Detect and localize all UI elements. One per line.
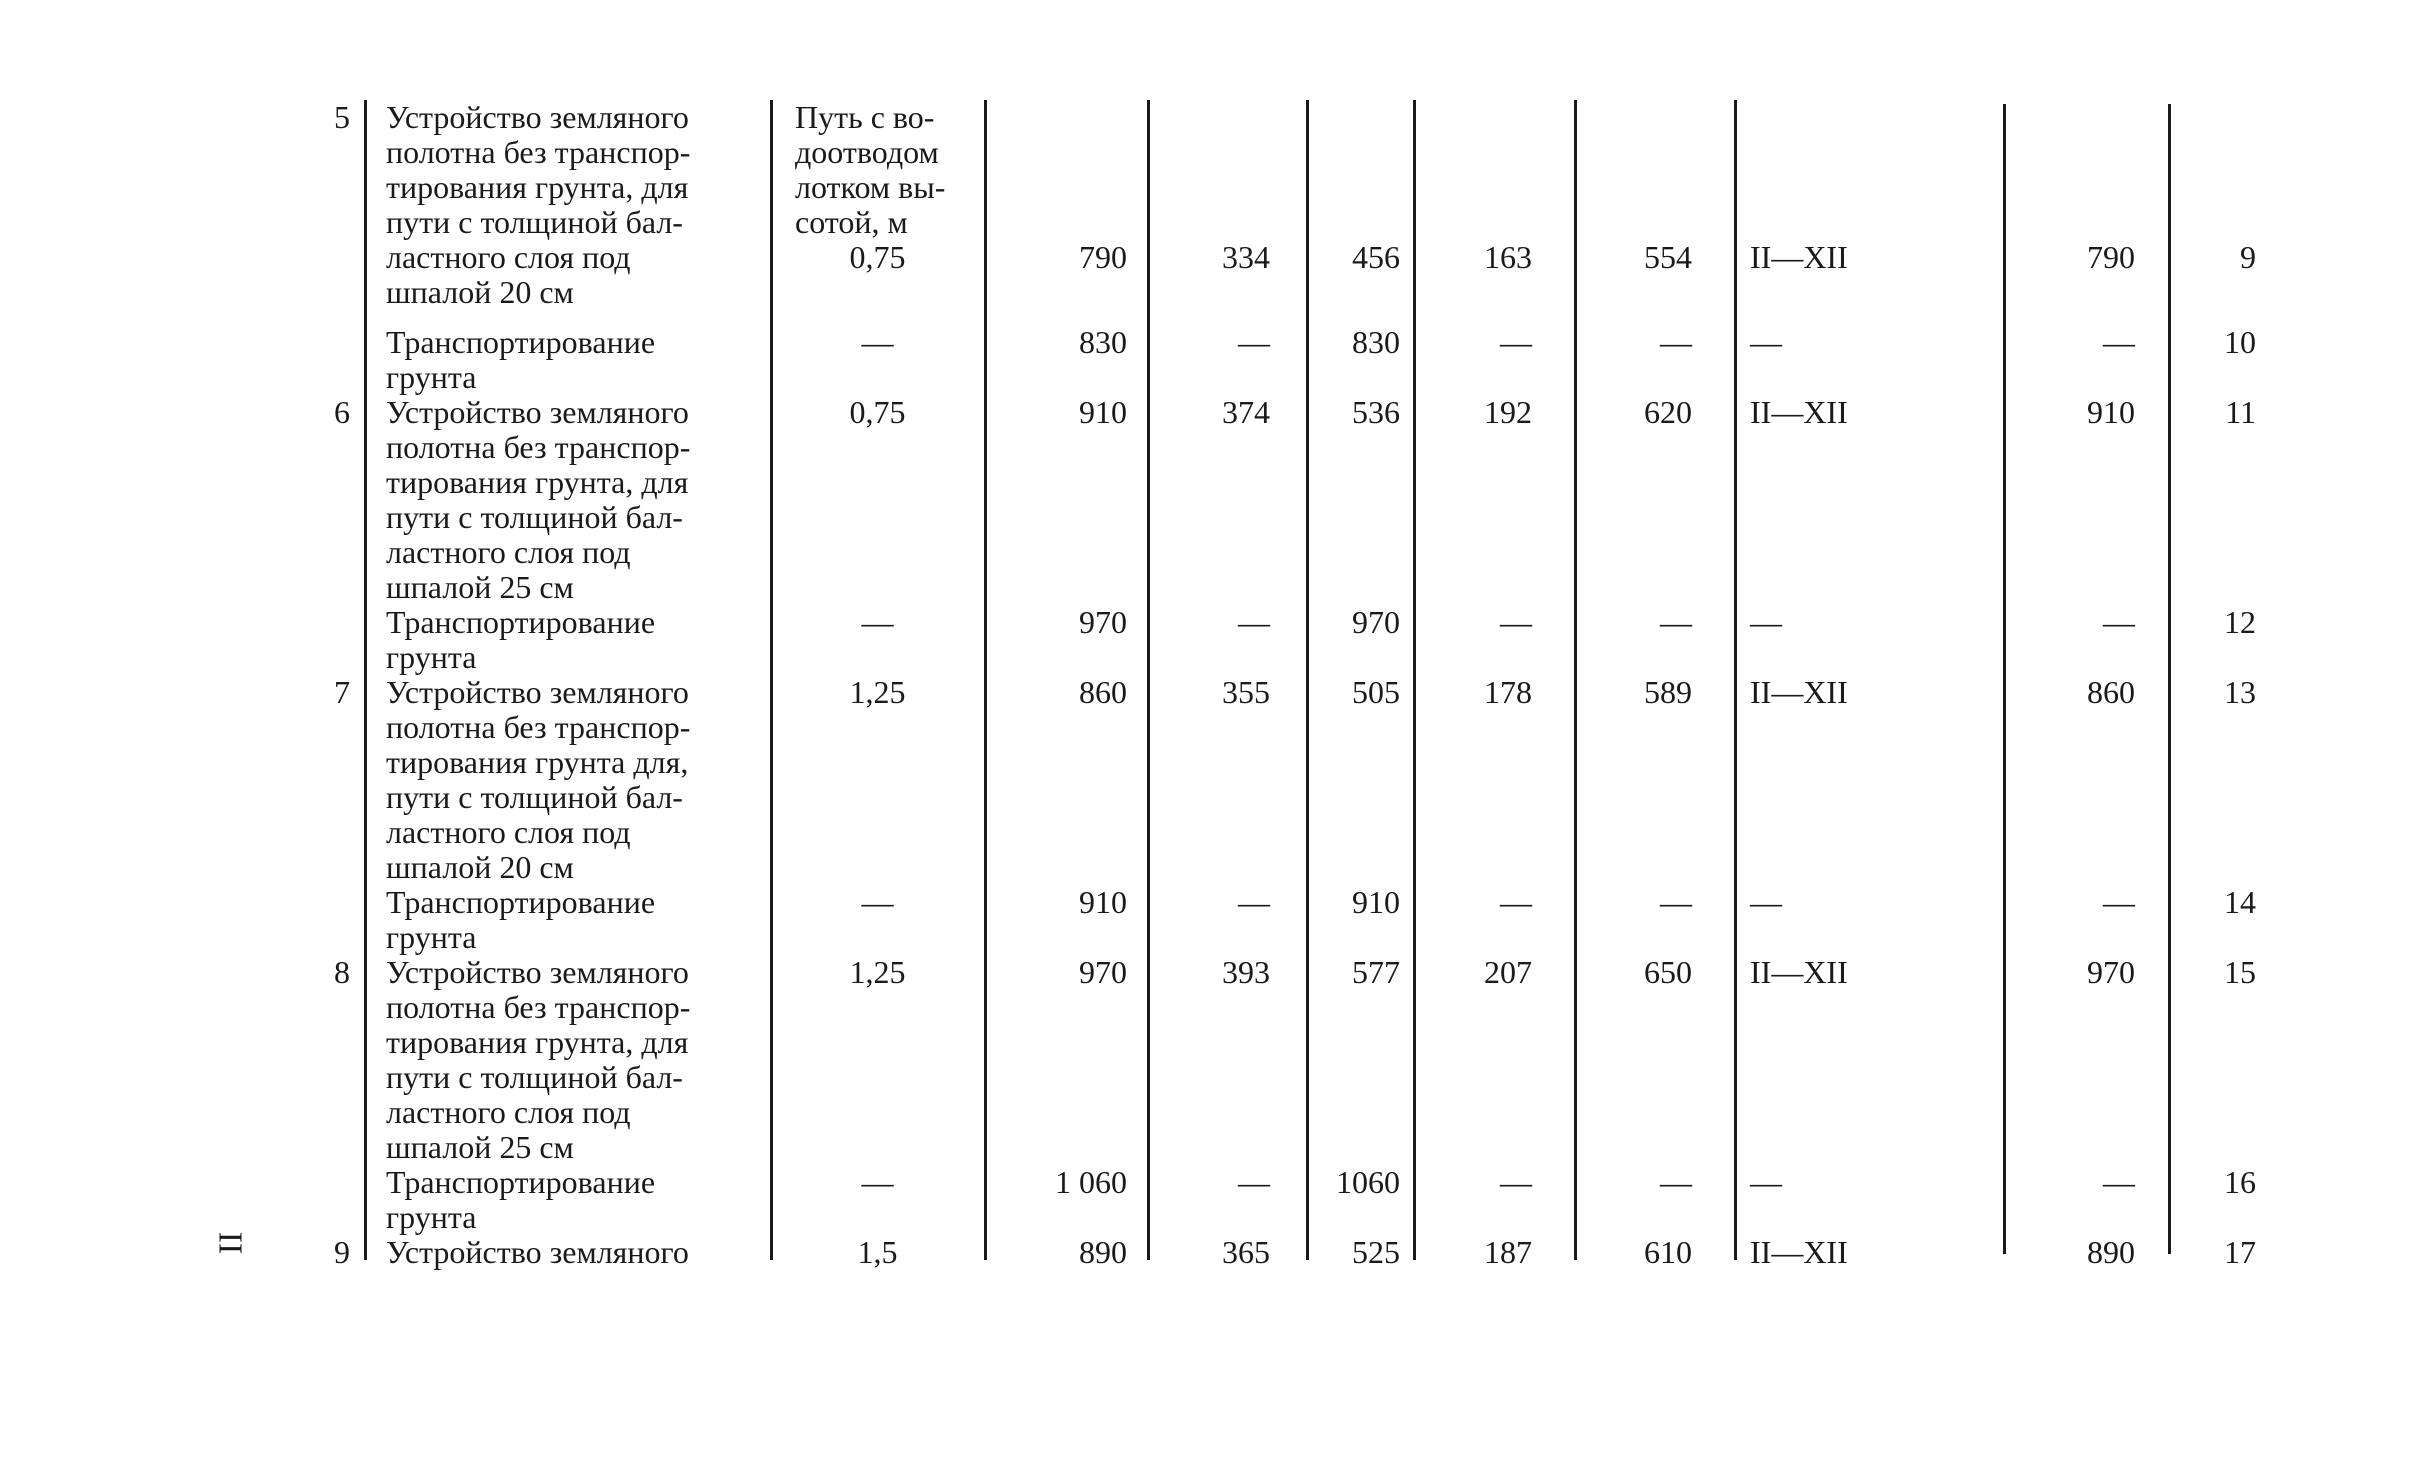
work-description-line: шпалой 20 см: [386, 849, 574, 885]
work-description: [386, 395, 762, 605]
work-description-line: пути с толщиной бал-: [386, 499, 683, 535]
work-description-line: ластного слоя под: [386, 1094, 631, 1130]
value-cell: 589: [1644, 674, 1692, 710]
row-number: 8: [334, 954, 350, 990]
value-cell: 970: [1079, 604, 1127, 640]
value-cell: 192: [1484, 394, 1532, 430]
work-description-line: Устройство земляного: [386, 674, 689, 710]
value-cell: 456: [1352, 239, 1400, 275]
work-description: [386, 605, 762, 675]
work-description-line: Транспортирование: [386, 324, 656, 360]
work-description-line: пути с толщиной бал-: [386, 1059, 683, 1095]
value-cell: —: [1660, 884, 1692, 920]
line-index: 12: [2224, 604, 2256, 640]
season-range: —: [1750, 884, 1782, 920]
work-description-line: ластного слоя под: [386, 239, 631, 275]
work-description-line: пути с толщиной бал-: [386, 779, 683, 815]
value-cell: 860: [1079, 674, 1127, 710]
value-cell: 970: [2087, 954, 2135, 990]
work-description-line: грунта: [386, 359, 477, 395]
line-index: 10: [2224, 324, 2256, 360]
work-description-line: тирования грунта для,: [386, 744, 689, 780]
value-cell: —: [1660, 604, 1692, 640]
value-cell: 1060: [1336, 1164, 1400, 1200]
row-number: 9: [334, 1234, 350, 1270]
value-cell: —: [1238, 324, 1270, 360]
season-range: II—XII: [1750, 239, 1848, 275]
value-cell: 970: [1352, 604, 1400, 640]
value-cell: —: [1500, 324, 1532, 360]
line-index: 9: [2240, 239, 2256, 275]
work-description-line: грунта: [386, 639, 477, 675]
value-cell: 355: [1222, 674, 1270, 710]
track-height-value: 0,75: [849, 394, 906, 430]
value-cell: 970: [1079, 954, 1127, 990]
value-cell: 890: [1079, 1234, 1127, 1270]
value-cell: 505: [1352, 674, 1400, 710]
value-cell: 178: [1484, 674, 1532, 710]
value-cell: —: [2103, 604, 2135, 640]
work-description-line: тирования грунта, для: [386, 464, 689, 500]
work-description-line: Устройство земляного: [386, 1234, 689, 1270]
work-description-line: тирования грунта, для: [386, 169, 689, 205]
value-cell: —: [1500, 604, 1532, 640]
work-description: [386, 100, 762, 310]
value-cell: 910: [1352, 884, 1400, 920]
value-cell: 393: [1222, 954, 1270, 990]
track-height-value: —: [861, 604, 894, 640]
value-cell: —: [1660, 324, 1692, 360]
value-cell: 374: [1222, 394, 1270, 430]
work-description-line: шпалой 25 см: [386, 1129, 574, 1165]
work-description-line: полотна без транспор-: [386, 709, 691, 745]
line-index: 11: [2225, 394, 2256, 430]
work-description-line: Устройство земляного: [386, 99, 689, 135]
season-range: —: [1750, 324, 1782, 360]
value-cell: 365: [1222, 1234, 1270, 1270]
work-description: [386, 955, 762, 1165]
column-rule: [770, 100, 773, 1260]
work-description-line: Транспортирование: [386, 1164, 656, 1200]
value-cell: 910: [2087, 394, 2135, 430]
work-description-line: грунта: [386, 1199, 477, 1235]
value-cell: 577: [1352, 954, 1400, 990]
work-description-line: ластного слоя под: [386, 814, 631, 850]
value-cell: 650: [1644, 954, 1692, 990]
season-range: II—XII: [1750, 1234, 1848, 1270]
work-description-line: ластного слоя под: [386, 534, 631, 570]
track-height-value: —: [861, 324, 894, 360]
value-cell: 334: [1222, 239, 1270, 275]
row-number: 7: [334, 674, 350, 710]
value-cell: 554: [1644, 239, 1692, 275]
value-cell: —: [1500, 1164, 1532, 1200]
column-rule: [364, 100, 367, 1260]
season-range: —: [1750, 1164, 1782, 1200]
value-cell: —: [2103, 324, 2135, 360]
value-cell: 860: [2087, 674, 2135, 710]
line-index: 16: [2224, 1164, 2256, 1200]
work-description-line: тирования грунта, для: [386, 1024, 689, 1060]
line-index: 13: [2224, 674, 2256, 710]
value-cell: 910: [1079, 884, 1127, 920]
value-cell: 890: [2087, 1234, 2135, 1270]
value-cell: —: [1660, 1164, 1692, 1200]
season-range: —: [1750, 604, 1782, 640]
value-cell: 910: [1079, 394, 1127, 430]
line-index: 14: [2224, 884, 2256, 920]
track-height-value: —: [861, 1164, 894, 1200]
work-description-line: Транспортирование: [386, 884, 656, 920]
work-description-line: Транспортирование: [386, 604, 656, 640]
work-description-line: шпалой 25 см: [386, 569, 574, 605]
value-cell: —: [1238, 604, 1270, 640]
value-cell: —: [2103, 1164, 2135, 1200]
value-cell: —: [2103, 884, 2135, 920]
value-cell: 830: [1352, 324, 1400, 360]
track-height-value: 1,25: [849, 954, 906, 990]
value-cell: 1 060: [1055, 1164, 1127, 1200]
work-description-line: полотна без транспор-: [386, 134, 691, 170]
track-height-value: 1,25: [849, 674, 906, 710]
value-cell: 790: [2087, 239, 2135, 275]
work-description: [386, 1165, 762, 1235]
work-description: [386, 1235, 762, 1270]
row-number: 6: [334, 394, 350, 430]
column-rule: [1734, 100, 1737, 1260]
work-description-line: Устройство земляного: [386, 954, 689, 990]
line-index: 15: [2224, 954, 2256, 990]
column-rule: [1413, 100, 1416, 1260]
work-description: [386, 885, 762, 955]
value-cell: —: [1238, 884, 1270, 920]
work-description-line: полотна без транспор-: [386, 429, 691, 465]
work-description-line: Устройство земляного: [386, 394, 689, 430]
value-cell: —: [1238, 1164, 1270, 1200]
value-cell: 790: [1079, 239, 1127, 275]
value-cell: —: [1500, 884, 1532, 920]
track-height-value: 1,5: [857, 1234, 898, 1270]
work-description-line: грунта: [386, 919, 477, 955]
value-cell: 610: [1644, 1234, 1692, 1270]
page-marker: II: [211, 1231, 249, 1255]
season-range: II—XII: [1750, 394, 1848, 430]
value-cell: 163: [1484, 239, 1532, 275]
track-height-value: 0,75: [849, 239, 906, 275]
season-range: II—XII: [1750, 954, 1848, 990]
column-rule: [1574, 100, 1577, 1260]
height-column-note: Путь с во- доотводом лотком вы- сотой, м: [795, 99, 946, 240]
work-description-line: полотна без транспор-: [386, 989, 691, 1025]
work-description: [386, 675, 762, 885]
row-number: 5: [334, 99, 350, 135]
line-index: 17: [2224, 1234, 2256, 1270]
value-cell: 207: [1484, 954, 1532, 990]
value-cell: 536: [1352, 394, 1400, 430]
work-description-line: шпалой 20 см: [386, 274, 574, 310]
season-range: II—XII: [1750, 674, 1848, 710]
work-description-line: пути с толщиной бал-: [386, 204, 683, 240]
track-height-value: —: [861, 884, 894, 920]
work-description: [386, 325, 762, 395]
value-cell: 830: [1079, 324, 1127, 360]
value-cell: 620: [1644, 394, 1692, 430]
value-cell: 525: [1352, 1234, 1400, 1270]
value-cell: 187: [1484, 1234, 1532, 1270]
